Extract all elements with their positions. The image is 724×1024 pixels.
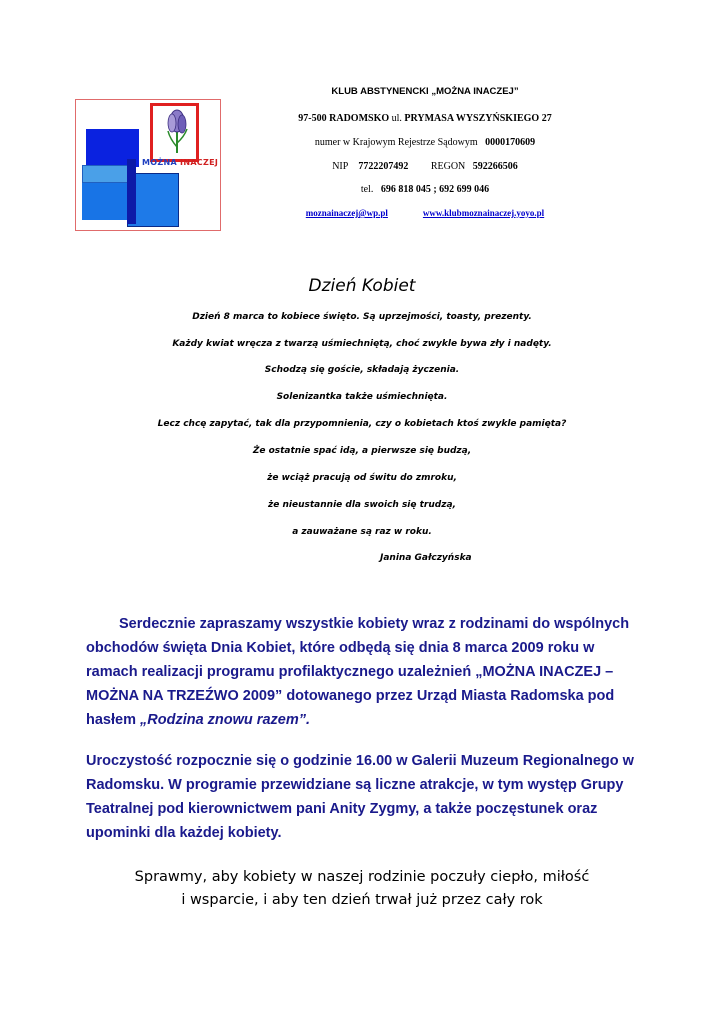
website-link[interactable]: www.klubmoznainaczej.yoyo.pl xyxy=(422,208,545,218)
poem-line: Solenizantka także uśmiechnięta. xyxy=(276,392,448,402)
closing-line: i wsparcie, i aby ten dzień trwał już przez cały rok xyxy=(181,892,543,908)
invitation-paragraph: Serdecznie zapraszamy wszystkie kobiety wraz z rodzinami do wspólnych obchodów święta Dnia Kobiet, które odbędą się dnia 8 marca 2009 roku w ramach realizacji programu profilaktycznego uzależnień „MOŻNA INACZEJ – MOŻNA NA TRZEŹWO 2009” dotowanego przez Urząd Miasta Radomska pod hasłem „Rodzina znowu razem”. xyxy=(86,616,630,728)
logo-navy-bar xyxy=(127,159,136,224)
poem-line: Lecz chcę zapytać, tak dla przypomnienia, czy o kobietach ktoś zwykle pamięta? xyxy=(157,419,567,429)
closing-message xyxy=(0,866,724,912)
poem-line: a zauważane są raz w roku. xyxy=(292,527,432,537)
nip-regon: NIP 7722207492 REGON 592266506 xyxy=(332,161,518,172)
club-logo xyxy=(75,99,221,231)
poem-line: że wciąż pracują od świtu do zmroku, xyxy=(267,473,457,483)
poem-line: że nieustannie dla swoich się trudzą, xyxy=(268,500,456,510)
poem-line: Każdy kwiat wręcza z twarzą uśmiechniętą, choć zwykle bywa zły i nadęty. xyxy=(172,339,552,349)
poem-line: Schodzą się goście, składają życzenia. xyxy=(264,365,460,375)
contact-links xyxy=(230,208,620,219)
closing-line: Sprawmy, aby kobiety w naszej rodzinie poczuły ciepło, miłość xyxy=(134,869,590,885)
email-link[interactable]: moznainaczej@wp.pl xyxy=(305,208,388,218)
phone-numbers: tel. 696 818 045 ; 692 699 046 xyxy=(360,184,490,195)
logo-text: MOŻNA INACZEJ xyxy=(142,158,219,167)
crocus-flower-icon xyxy=(162,107,192,155)
club-address: 97-500 RADOMSKO ul. PRYMASA WYSZYŃSKIEGO 27 xyxy=(298,113,552,124)
poem-title: Dzień Kobiet xyxy=(308,276,416,296)
event-details-paragraph: Uroczystość rozpocznie się o godzinie 16.00 w Galerii Muzeum Regionalnego w Radomsku. W programie przewidziane są liczne atrakcje, w tym występ Grupy Teatralnej pod kierownictwem pani Anity Zygmy, a także poczęstunek oraz upominki dla każdej kobiety. xyxy=(86,753,634,841)
krs-number: numer w Krajowym Rejestrze Sądowym 0000170609 xyxy=(314,137,536,148)
poem-line: Dzień 8 marca to kobiece święto. Są uprzejmości, toasty, prezenty. xyxy=(192,312,532,322)
poem-line: Że ostatnie spać idą, a pierwsze się budzą, xyxy=(252,446,472,456)
club-title: KLUB ABSTYNENCKI „MOŻNA INACZEJ” xyxy=(331,86,519,97)
poem-author: Janina Gałczyńska xyxy=(380,553,472,563)
logo-lightblue-bar xyxy=(82,165,131,183)
